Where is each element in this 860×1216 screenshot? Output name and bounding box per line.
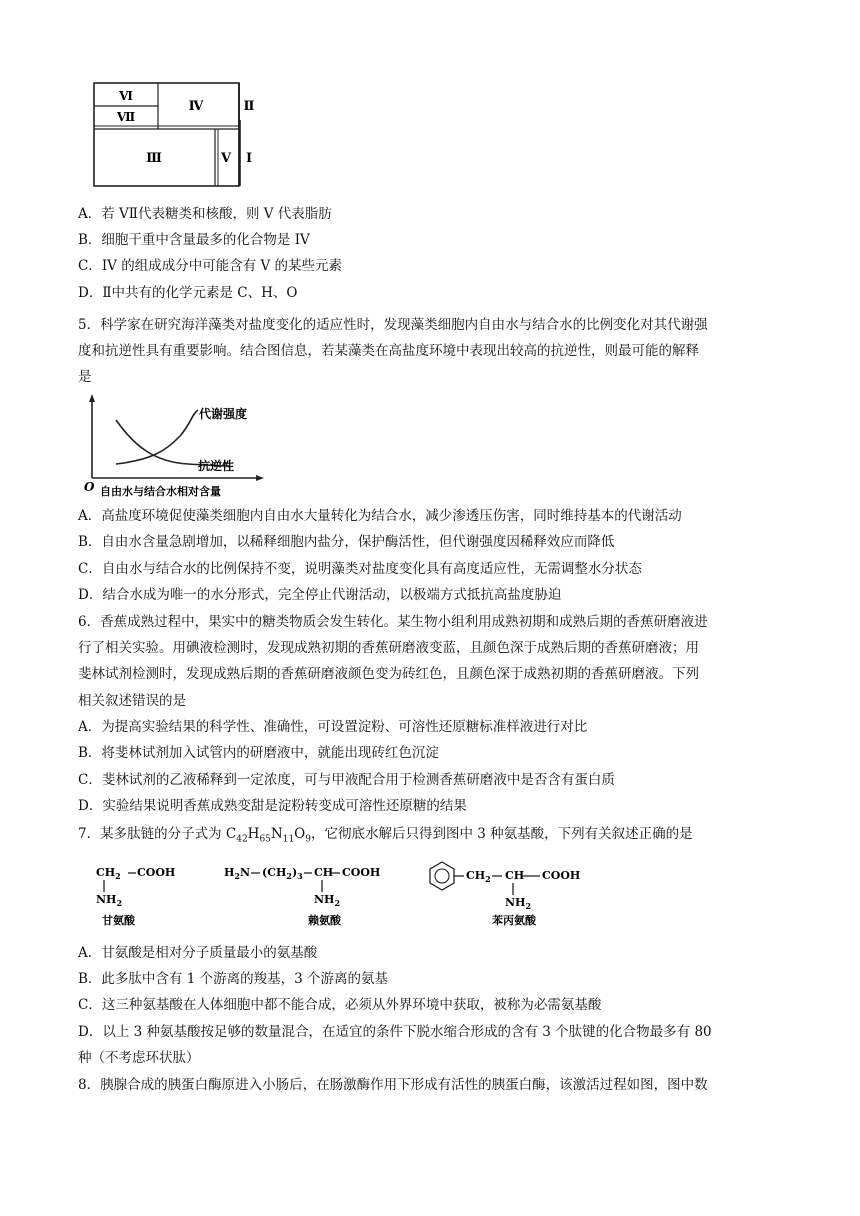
formula-c: 42 [236,834,248,845]
svg-text:CH2: $CH_2$ [96,866,121,881]
svg-text:CH: CH [505,869,525,882]
q5-option-a: A．高盐度环境促使藻类细胞内自由水大量转化为结合水，减少渗透压伤害，同时维持基本的代谢活动 [78,508,682,524]
q6-option-a: A．为提高实验结果的科学性、准确性，可设置淀粉、可溶性还原糖标准样液进行对比 [78,719,588,735]
svg-text:COOH: COOH [342,866,381,879]
label-v: Ⅴ [220,151,232,166]
svg-text:COOH: COOH [137,866,176,879]
q7-option-a: A．甘氨酸是相对分子质量最小的氨基酸 [78,945,318,961]
q7-option-d-line-2: 种（不考虑环状肽） [78,1050,200,1066]
label-vi: Ⅵ [119,89,133,103]
q7-stem: 7．某多肽链的分子式为 $C_{42}H_{65}N_{11}O_9$，它彻底水解后只得到图中 3 种氨基酸，下列有关叙述正确的是 [78,826,693,845]
phenylalanine-name: 苯丙氨酸 [492,914,536,927]
q8-stem-line-1: 8．胰腺合成的胰蛋白酶原进入小肠后，在肠激酶作用下形成有活性的胰蛋白酶，该激活过程如图，图中数 [78,1077,708,1093]
q7-stem-prefix: 7．某多肽链的分子式为 C [78,826,237,842]
glycine-structure [96,866,175,927]
composition-box-diagram [88,80,258,190]
q6-stem-line-2: 行了相关实验。用碘液检测时，发现成熟初期的香蕉研磨液变蓝，且颜色深于成熟后期的香蕉研磨液；用 [78,640,699,656]
q5-stem-line-1: 5．科学家在研究海洋藻类对盐度变化的适应性时，发现藻类细胞内自由水与结合水的比例变化对其代谢强 [78,317,708,333]
q4-option-c: C．IV 的组成成分中可能含有 V 的某些元素 [78,258,343,274]
q5-option-c: C．自由水与结合水的比例保持不变，说明藻类对盐度变化具有高度适应性，无需调整水分状态 [78,561,642,577]
lysine-structure [224,866,380,927]
q6-option-b: B．将斐林试剂加入试管内的研磨液中，就能出现砖红色沉淀 [78,745,439,761]
svg-text:CH: CH [314,866,334,879]
curve-resistance-label: 抗逆性 [198,459,235,473]
label-i: Ⅰ [245,151,253,166]
label-iv: Ⅳ [188,99,204,114]
q6-stem-line-3: 斐林试剂检测时，发现成熟后期的香蕉研磨液颜色变为砖红色，且颜色深于成熟初期的香蕉研磨液。下列 [78,666,699,682]
q7-option-b: B．此多肽中含有 1 个游离的羧基，3 个游离的氨基 [78,971,388,987]
q4-option-a: A．若 VⅡ代表糖类和核酸，则 V 代表脂肪 [78,206,332,222]
q5-stem-line-3: 是 [78,369,92,385]
formula-n: 11 [282,834,295,845]
q7-stem-suffix: ，它彻底水解后只得到图中 3 种氨基酸，下列有关叙述正确的是 [310,826,693,842]
q5-option-b: B．自由水含量急剧增加，以稀释细胞内盐分，保护酶活性，但代谢强度因稀释效应而降低 [78,534,615,550]
lysine-name: 赖氨酸 [308,914,341,927]
q6-option-d: D．实验结果说明香蕉成熟变甜是淀粉转变成可溶性还原糖的结果 [78,798,467,814]
glycine-name: 甘氨酸 [102,914,135,927]
label-ii: Ⅱ [243,99,255,114]
q4-option-d: D．Ⅱ中共有的化学元素是 C、H、O [78,285,298,301]
q7-option-d-line-1: D．以上 3 种氨基酸按足够的数量混合，在适宜的条件下脱水缩合形成的含有 3 个肽键的化合物最多有 80 [78,1024,712,1040]
svg-text:NH2: $NH_2$ [96,893,123,908]
origin-label: O [84,480,95,494]
svg-text:H2N: $H_2N$ [224,866,251,881]
phenylalanine-structure [430,862,580,927]
formula-o: 9 [305,834,311,845]
q6-option-c: C．斐林试剂的乙液稀释到一定浓度，可与甲液配合用于检测香蕉研磨液中是否含有蛋白质 [78,772,615,788]
q6-stem-line-4: 相关叙述错误的是 [78,693,186,709]
svg-text:CH2: $CH_2$ [466,869,491,884]
svg-text:COOH: COOH [542,869,581,882]
svg-text:(CH2)3: $(CH_2)_3$ [262,866,303,881]
q5-stem-line-2: 度和抗逆性具有重要影响。结合图信息，若某藻类在高盐度环境中表现出较高的抗逆性，则最可能的解释 [78,343,699,359]
label-iii: Ⅲ [146,151,162,166]
curve-metabolism-label: 代谢强度 [199,407,248,421]
formula-h: 65 [259,834,271,845]
x-axis-label: 自由水与结合水相对含量 [100,485,221,498]
q7-option-c: C．这三种氨基酸在人体细胞中都不能合成，必须从外界环境中获取，被称为必需氨基酸 [78,997,602,1013]
water-ratio-graph [80,392,280,500]
amino-acid-structures [84,858,604,934]
q5-option-d: D．结合水成为唯一的水分形式，完全停止代谢活动，以极端方式抵抗高盐度胁迫 [78,587,562,603]
q4-option-b: B．细胞干重中含量最多的化合物是 IV [78,232,310,248]
benzene-ring-icon [430,862,454,890]
svg-text:NH2: $NH_2$ [314,893,341,908]
q6-stem-line-1: 6．香蕉成熟过程中，果实中的糖类物质会发生转化。某生物小组利用成熟初期和成熟后期的香蕉研磨液进 [78,614,708,630]
label-vii: Ⅶ [116,110,136,124]
svg-text:NH2: $NH_2$ [505,896,532,911]
